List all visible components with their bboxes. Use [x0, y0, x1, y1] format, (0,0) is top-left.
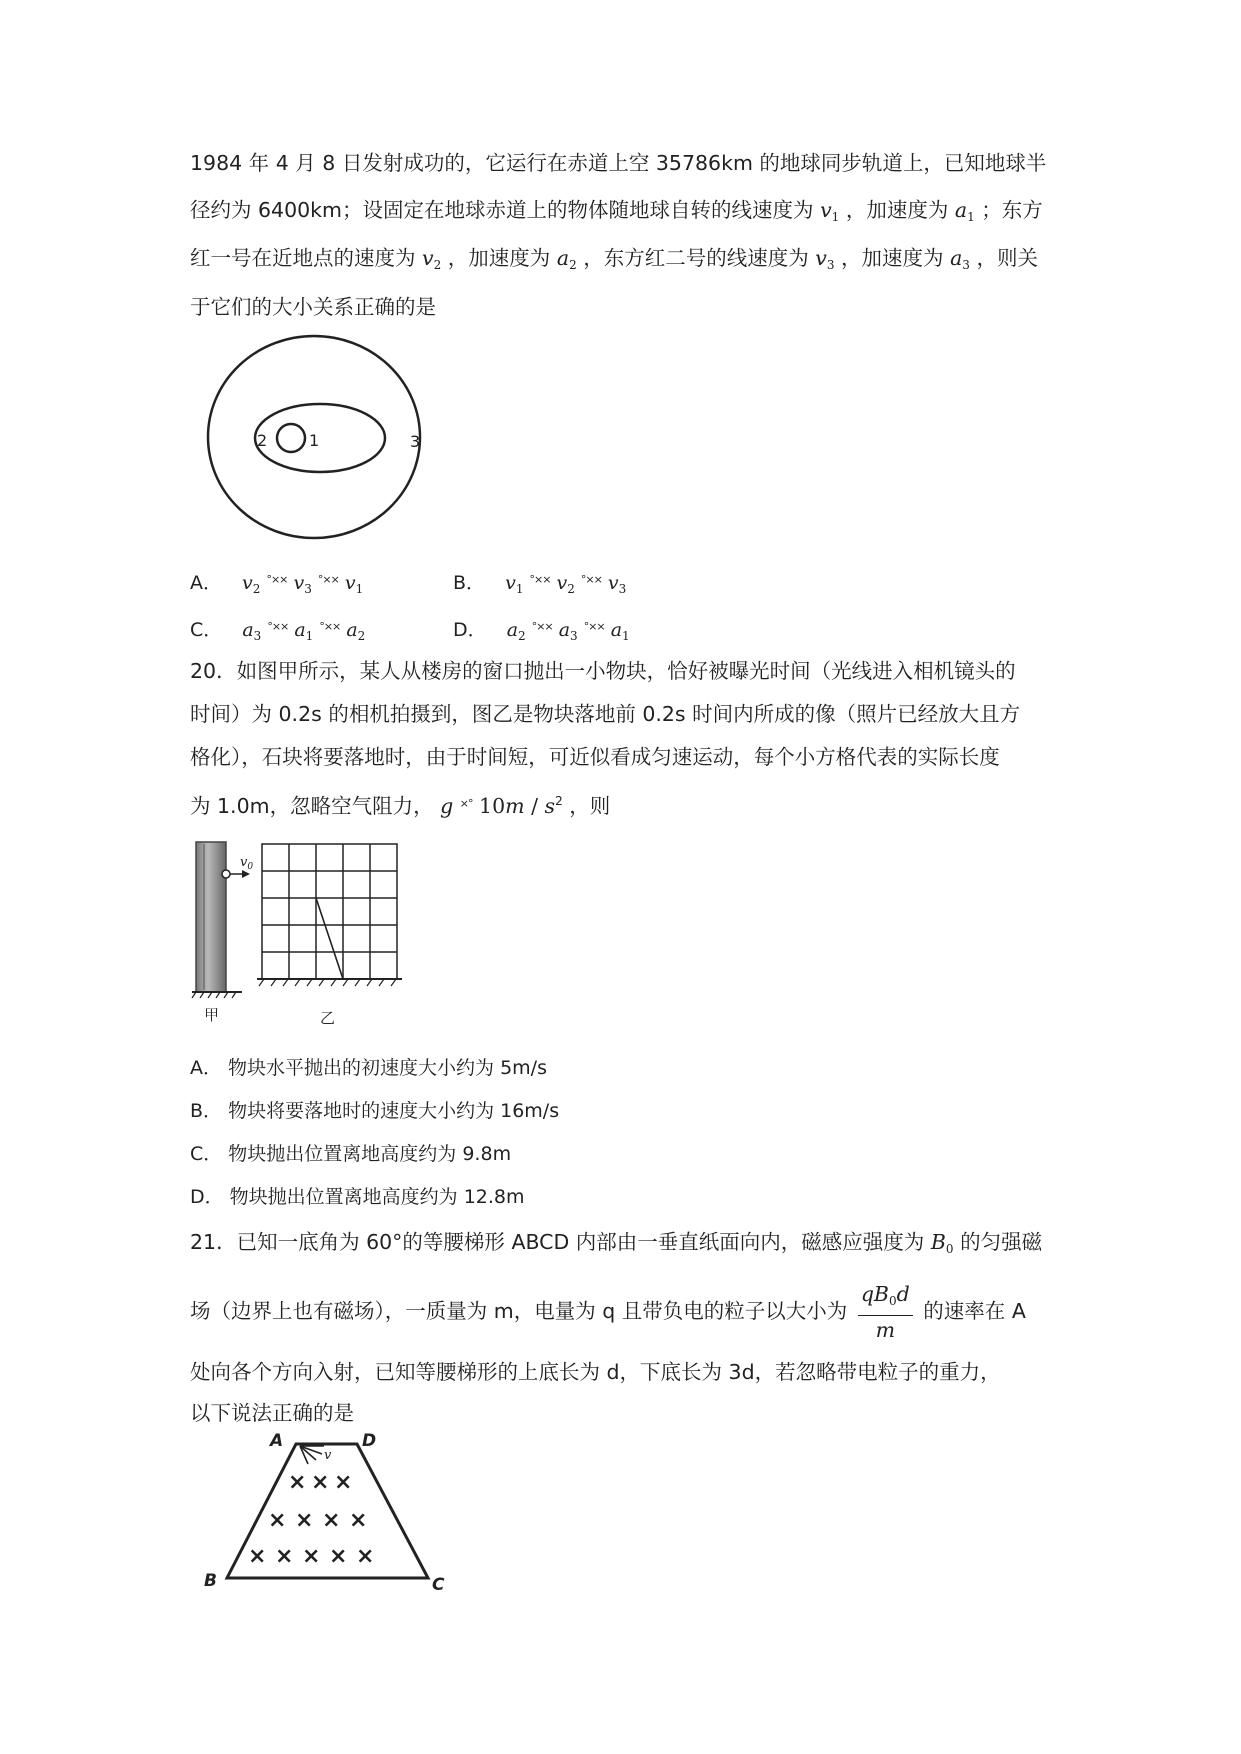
q19-option-d[interactable]: D． $a_2$ °×× $a_3$ °×× $a_1$ — [453, 619, 630, 643]
label-jia: 甲 — [204, 1006, 220, 1024]
q21-line3: 处向各个方向入射，已知等腰梯形的上底长为 d，下底长为 3d，若忽略带电粒子的重力， — [190, 1360, 1001, 1384]
field-cross: × — [295, 1508, 314, 1533]
q20-line4: 为 1.0m，忽略空气阻力， g ×° $10m / s^2$ ，则 — [190, 793, 611, 818]
field-cross: × — [322, 1508, 341, 1533]
q21-line1: 21．已知一底角为 60°的等腰梯形 ABCD 内部由一垂直纸面向内，磁感应强度为 $B_0$ 的匀强磁 — [190, 1230, 1043, 1256]
v3-symbol: $v_3$ — [815, 246, 835, 272]
orbit-label-2: 2 — [257, 431, 268, 450]
speed-fraction: $\frac{qB_0d}{m}$ — [858, 1280, 913, 1344]
block-ball — [222, 870, 230, 878]
field-cross: × — [334, 1470, 353, 1495]
a2-symbol: $a_2$ — [556, 246, 577, 272]
q20-line3: 格化），石块将要落地时，由于时间短，可近似看成匀速运动，每个小方格代表的实际长度 — [190, 745, 1000, 769]
label-a: A — [270, 1431, 284, 1451]
v2-symbol: $v_2$ — [422, 246, 442, 272]
q19-line2b: ，加速度为 — [845, 198, 949, 222]
field-cross: × — [329, 1544, 348, 1569]
v1-symbol: $v_1$ — [820, 198, 840, 224]
q20-line1: 20．如图甲所示，某人从楼房的窗口抛出一小物块，恰好被曝光时间（光线进入相机镜头的 — [190, 659, 1016, 683]
q20-line2: 时间）为 0.2s 的相机拍摄到，图乙是物块落地前 0.2s 时间内所成的像（照片已经放大且方 — [190, 702, 1021, 726]
q19-line2c: ；东方 — [981, 198, 1043, 222]
label-yi: 乙 — [320, 1009, 336, 1027]
a3-symbol: $a_3$ — [950, 246, 970, 272]
orbit-label-3: 3 — [410, 432, 421, 451]
field-cross: × — [356, 1544, 375, 1569]
orbit-label-1: 1 — [309, 431, 320, 450]
q19-option-a[interactable]: A． $v_2$ °×× $v_3$ °×× $v_1$ — [190, 572, 364, 596]
orbit-diagram — [205, 334, 425, 544]
field-cross: × — [349, 1508, 368, 1533]
field-cross: × — [248, 1544, 267, 1569]
field-cross: × — [268, 1508, 287, 1533]
q20-option-a[interactable]: A． 物块水平抛出的初速度大小约为 5m/s — [190, 1057, 547, 1079]
field-cross: × — [275, 1544, 294, 1569]
field-cross: × — [288, 1470, 307, 1495]
b0-symbol: $B_0$ — [930, 1230, 954, 1256]
orbit-1-circle — [277, 424, 305, 452]
label-d: D — [362, 1431, 377, 1451]
q19-line4: 于它们的大小关系正确的是 — [190, 295, 436, 319]
q21-line2: 场（边界上也有磁场），一质量为 m，电量为 q 且带负电的粒子以大小为 $\frac{qB_0d}{m}$ 的速率在 A — [190, 1282, 1026, 1342]
label-c: C — [432, 1575, 445, 1595]
v0-label: $v_0$ — [240, 855, 254, 872]
photo-grid — [262, 844, 397, 979]
building-shape — [196, 842, 226, 992]
q19-option-c[interactable]: C． $a_3$ °×× $a_1$ °×× $a_2$ — [190, 619, 366, 643]
field-cross: × — [302, 1544, 321, 1569]
q19-line2a: 径约为 6400km；设固定在地球赤道上的物体随地球自转的线速度为 — [190, 198, 814, 222]
label-v: v — [324, 1448, 332, 1463]
a1-symbol: $a_1$ — [954, 198, 975, 224]
q19-option-b[interactable]: B． $v_1$ °×× $v_2$ °×× $v_3$ — [453, 572, 627, 596]
label-b: B — [204, 1571, 217, 1591]
trapezoid-figure — [200, 1432, 460, 1602]
q21-line4: 以下说法正确的是 — [190, 1401, 354, 1425]
trajectory-streak — [316, 898, 343, 979]
q20-option-c[interactable]: C． 物块抛出位置离地高度约为 9.8m — [190, 1143, 512, 1165]
q20-option-b[interactable]: B． 物块将要落地时的速度大小约为 16m/s — [190, 1100, 560, 1122]
field-cross: × — [311, 1470, 330, 1495]
q20-option-d[interactable]: D． 物块抛出位置离地高度约为 12.8m — [190, 1186, 525, 1208]
g-symbol: g — [440, 793, 454, 818]
q19-line2 — [190, 195, 1043, 232]
projectile-figure — [192, 840, 457, 1040]
q19-line1: 1984 年 4 月 8 日发射成功的，它运行在赤道上空 35786km 的地球同步轨道上，已知地球半 — [190, 151, 1047, 175]
q19-line3: 红一号在近地点的速度为 $v_2$ ，加速度为 $a_2$ ，东方红二号的线速度为 $v_3$ ，加速度为 $a_3$ ，则关 — [190, 246, 1038, 272]
orbit-2-ellipse — [255, 404, 385, 472]
